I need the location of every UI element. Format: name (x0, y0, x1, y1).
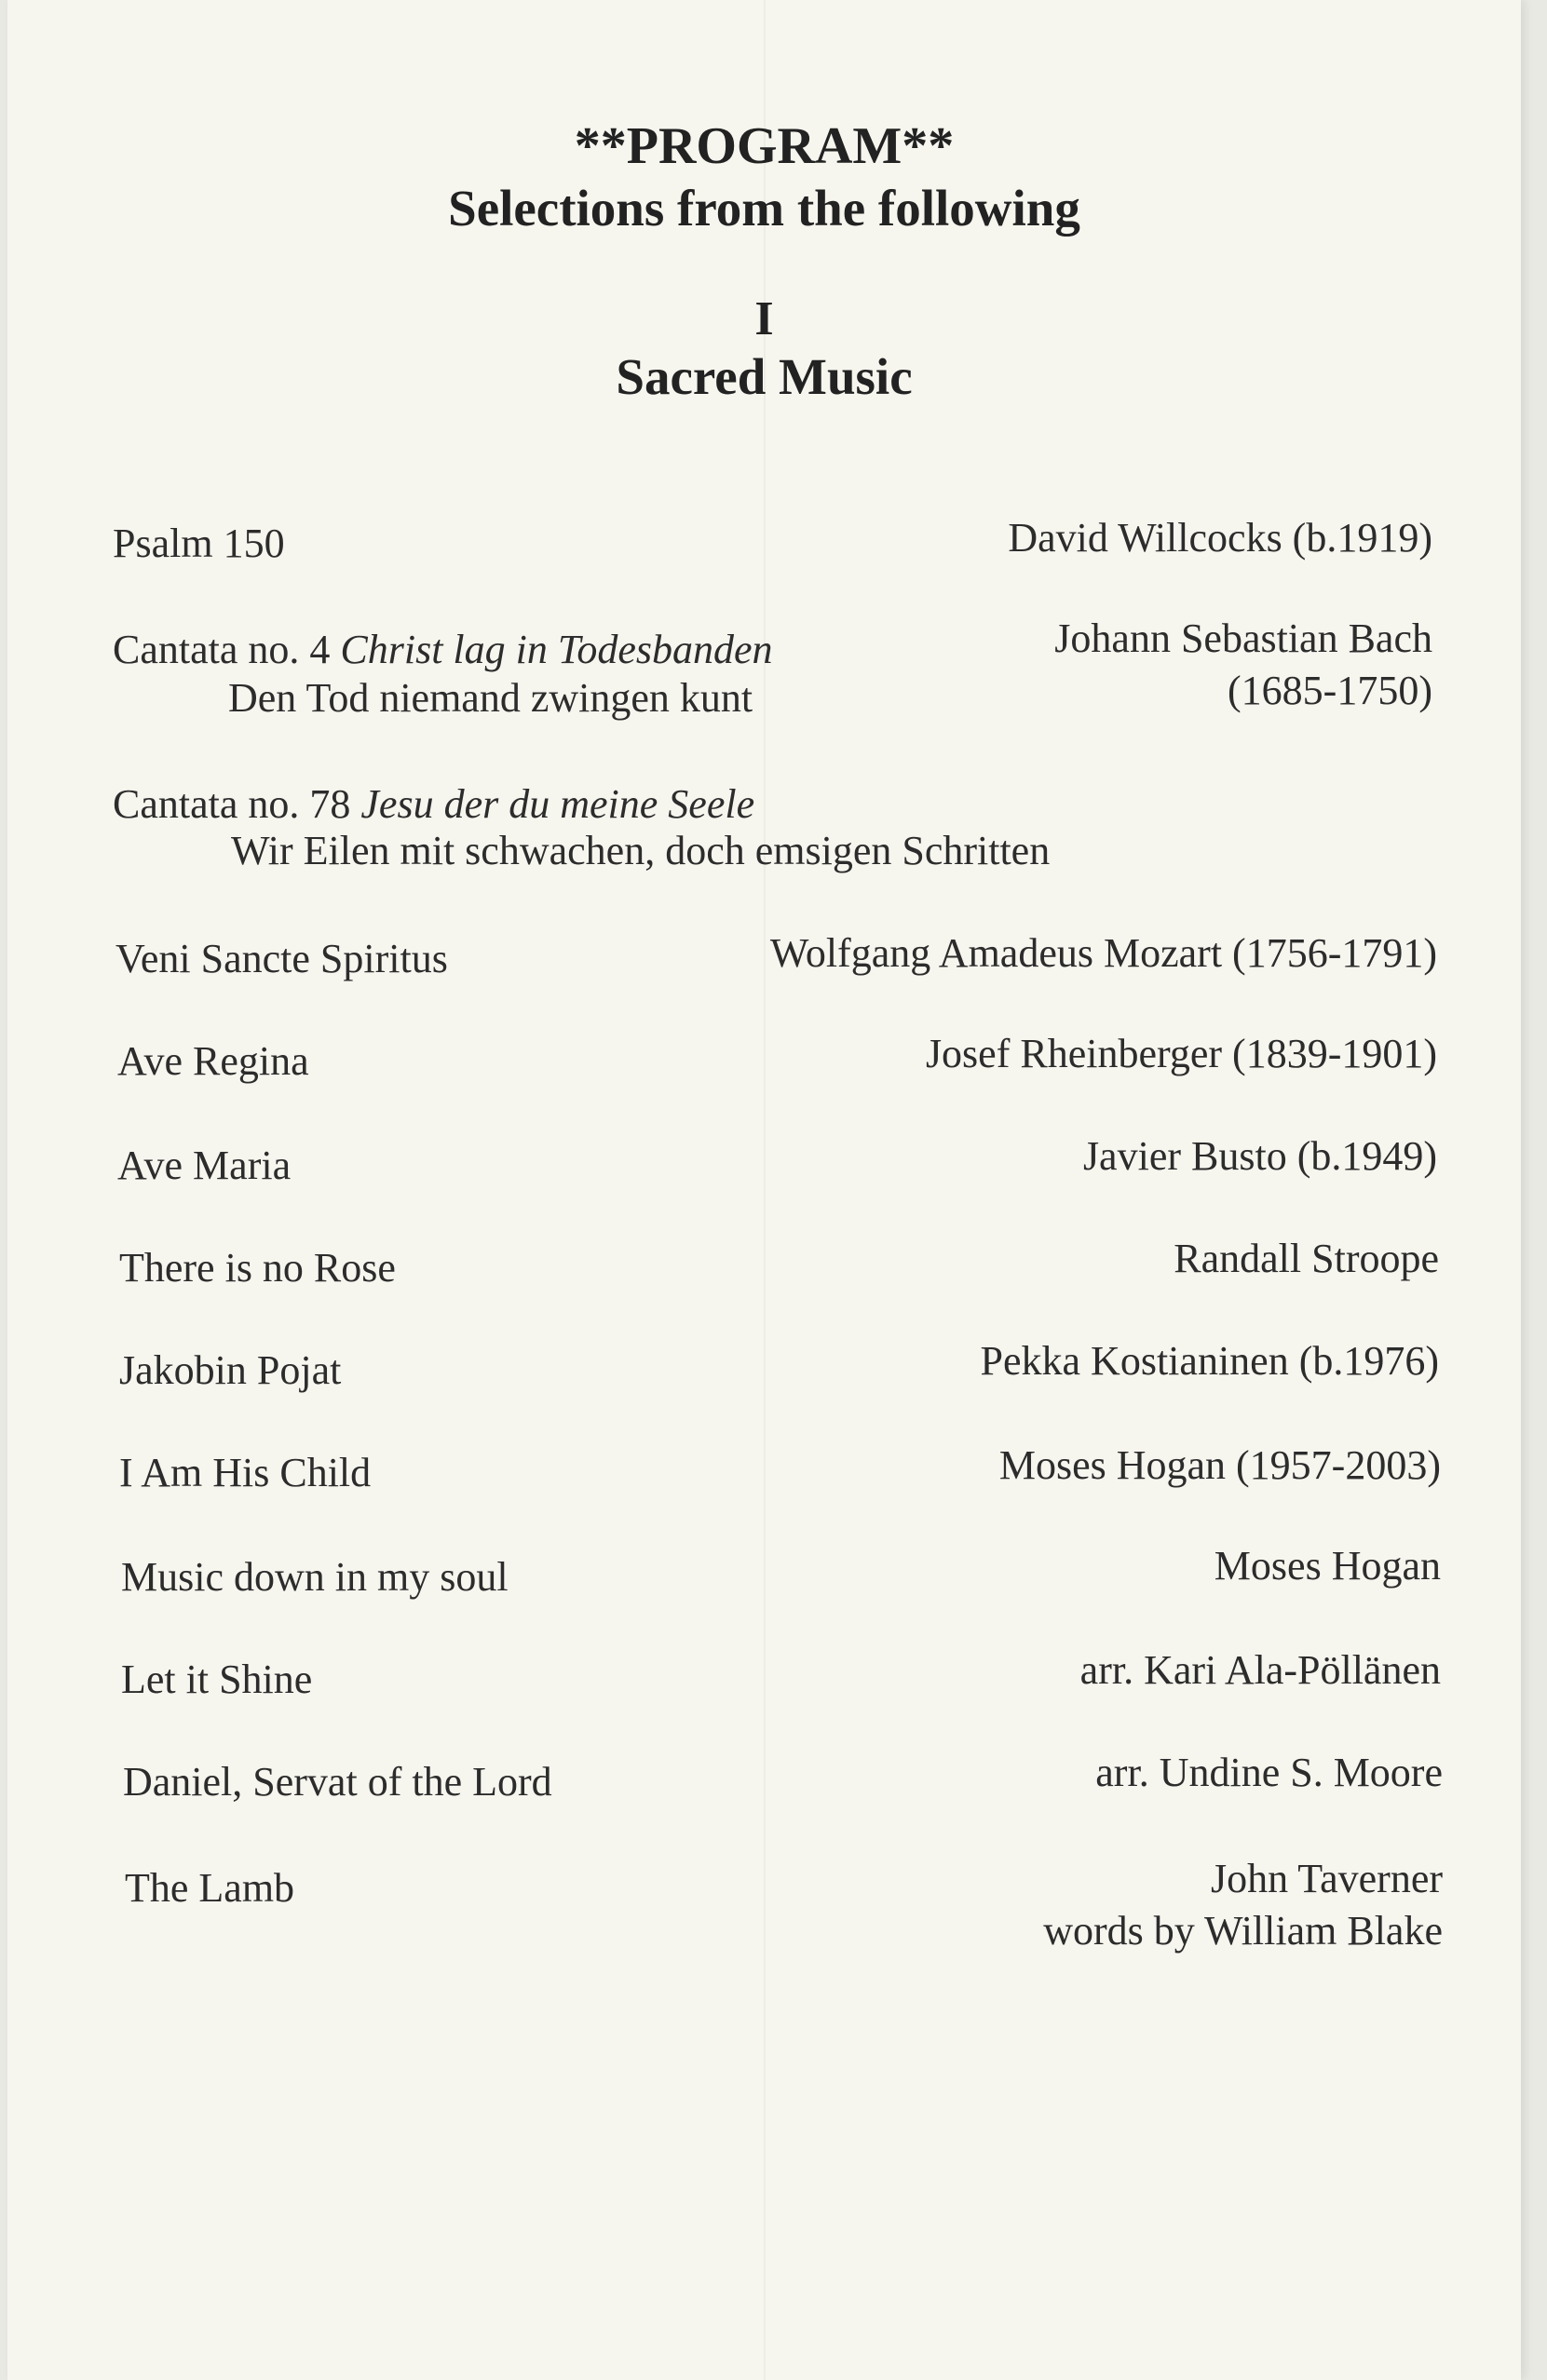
composer-name: John Taverner (1210, 1856, 1443, 1901)
piece-italic-title: Jesu der du meine Seele (360, 781, 755, 827)
piece-title: Let it Shine (121, 1657, 313, 1702)
piece-title: Ave Regina (117, 1038, 309, 1084)
composer-name: David Willcocks (b.1919) (1008, 515, 1432, 561)
piece-title: Music down in my soul (121, 1554, 509, 1600)
piece-prefix: Cantata no. 78 (113, 781, 361, 827)
piece-title (113, 778, 754, 831)
composer-name: arr. Undine S. Moore (1095, 1750, 1443, 1795)
piece-title: Veni Sancte Spiritus (115, 936, 448, 981)
section-numeral: I (754, 292, 774, 345)
composer-name: Moses Hogan (1214, 1543, 1441, 1589)
piece-title: Ave Maria (117, 1143, 292, 1188)
composer-name: Josef Rheinberger (1839-1901) (925, 1031, 1437, 1076)
program-page (7, 0, 1521, 2380)
composer-dates: (1685-1750) (1228, 668, 1432, 713)
piece-title: I Am His Child (119, 1450, 372, 1495)
piece-title (113, 624, 773, 676)
composer-name: Randall Stroope (1174, 1236, 1439, 1281)
composer-name: arr. Kari Ala-Pöllänen (1079, 1647, 1441, 1693)
composer-note: words by William Blake (1043, 1908, 1443, 1954)
composer-name: Johann Sebastian Bach (1054, 615, 1432, 661)
piece-title: Psalm 150 (113, 521, 285, 566)
piece-title: There is no Rose (119, 1245, 396, 1291)
piece-title: Jakobin Pojat (119, 1347, 342, 1393)
piece-italic-title: Christ lag in Todesbanden (340, 627, 773, 672)
composer-name: Pekka Kostianinen (b.1976) (980, 1338, 1439, 1384)
composer-name: Javier Busto (b.1949) (1082, 1133, 1437, 1179)
piece-title: The Lamb (125, 1865, 295, 1911)
movement-title: Den Tod niemand zwingen kunt (228, 675, 753, 721)
piece-prefix: Cantata no. 4 (113, 627, 341, 672)
movement-title: Wir Eilen mit schwachen, doch emsigen Schritten (231, 828, 1051, 873)
program-heading: **PROGRAM** (574, 117, 955, 175)
composer-name: Wolfgang Amadeus Mozart (1756-1791) (769, 930, 1437, 976)
section-title: Sacred Music (616, 348, 913, 405)
selections-subheading: Selections from the following (448, 180, 1080, 237)
piece-title: Daniel, Servat of the Lord (123, 1759, 552, 1805)
composer-name: Moses Hogan (1957-2003) (998, 1442, 1441, 1488)
